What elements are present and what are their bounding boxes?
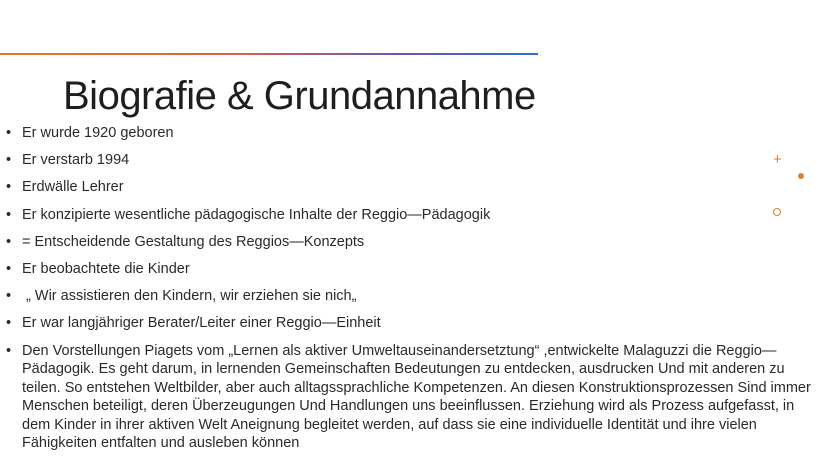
plus-icon: + xyxy=(773,151,782,168)
bullet-item xyxy=(4,178,824,197)
bullet-dot-icon: • xyxy=(6,288,12,305)
ring-icon xyxy=(773,208,781,216)
bullet-item xyxy=(4,233,824,252)
bullet-dot-icon: • xyxy=(6,342,12,359)
bullet-text: „ Wir assistieren den Kindern, wir erziehen sie nich„ xyxy=(22,288,357,305)
bullet-item xyxy=(4,287,824,306)
bullet-item xyxy=(4,342,824,454)
bullet-dot-icon: • xyxy=(6,152,12,169)
bullet-text: Er war langjähriger Berater/Leiter einer Reggio—Einheit xyxy=(22,315,381,332)
slide-title: Biografie & Grundannahme xyxy=(63,74,536,118)
bullet-text: Erdwälle Lehrer xyxy=(22,179,124,196)
title-accent-line xyxy=(0,53,538,55)
bullet-dot-icon: • xyxy=(6,125,12,141)
bullet-item xyxy=(4,206,824,225)
bullet-item xyxy=(4,314,824,333)
bullet-dot-icon: • xyxy=(6,206,12,223)
bullet-dot-icon: • xyxy=(6,315,12,332)
bullet-item xyxy=(4,124,824,143)
bullet-list xyxy=(4,124,824,461)
bullet-text: Er konzipierte wesentliche pädagogische Inhalte der Reggio—Pädagogik xyxy=(22,206,491,223)
bullet-dot-icon: • xyxy=(6,179,12,196)
bullet-text: Er verstarb 1994 xyxy=(22,152,130,169)
bullet-dot-icon: • xyxy=(6,233,12,250)
bullet-dot-icon: • xyxy=(6,260,12,277)
bullet-item xyxy=(4,260,824,279)
bullet-item xyxy=(4,151,824,170)
dot-icon xyxy=(798,173,804,179)
bullet-text: Er wurde 1920 geboren xyxy=(22,125,174,141)
bullet-text: Er beobachtete die Kinder xyxy=(22,260,190,277)
bullet-text: = Entscheidende Gestaltung des Reggios—Konzepts xyxy=(22,233,365,250)
bullet-text: Den Vorstellungen Piagets vom „Lernen als aktiver Umweltauseinandersetztung“ ,entwickelte Malaguzzi die Reggio—Pädagogik. Es geht darum, in lernenden Gemeinschaften Bedeutungen zu entdecken, ausdrucken Und mit anderen zu teilen. So entstehen Weltbilder, aber auch alltagssprachliche Kompetenzen. An diesen Konstruktionsprozessen Sind immer Menschen beteiligt, deren Überzeugungen Und Handlungen uns beeinflussen. Erziehung wird als Prozess aufgefasst, in dem Kinder in ihrer aktiven Welt Aneignung begleitet werden, auf dass sie eine individuelle Identität und ihre vielen Fähigkeiten entfalten und ausleben können xyxy=(22,342,811,452)
